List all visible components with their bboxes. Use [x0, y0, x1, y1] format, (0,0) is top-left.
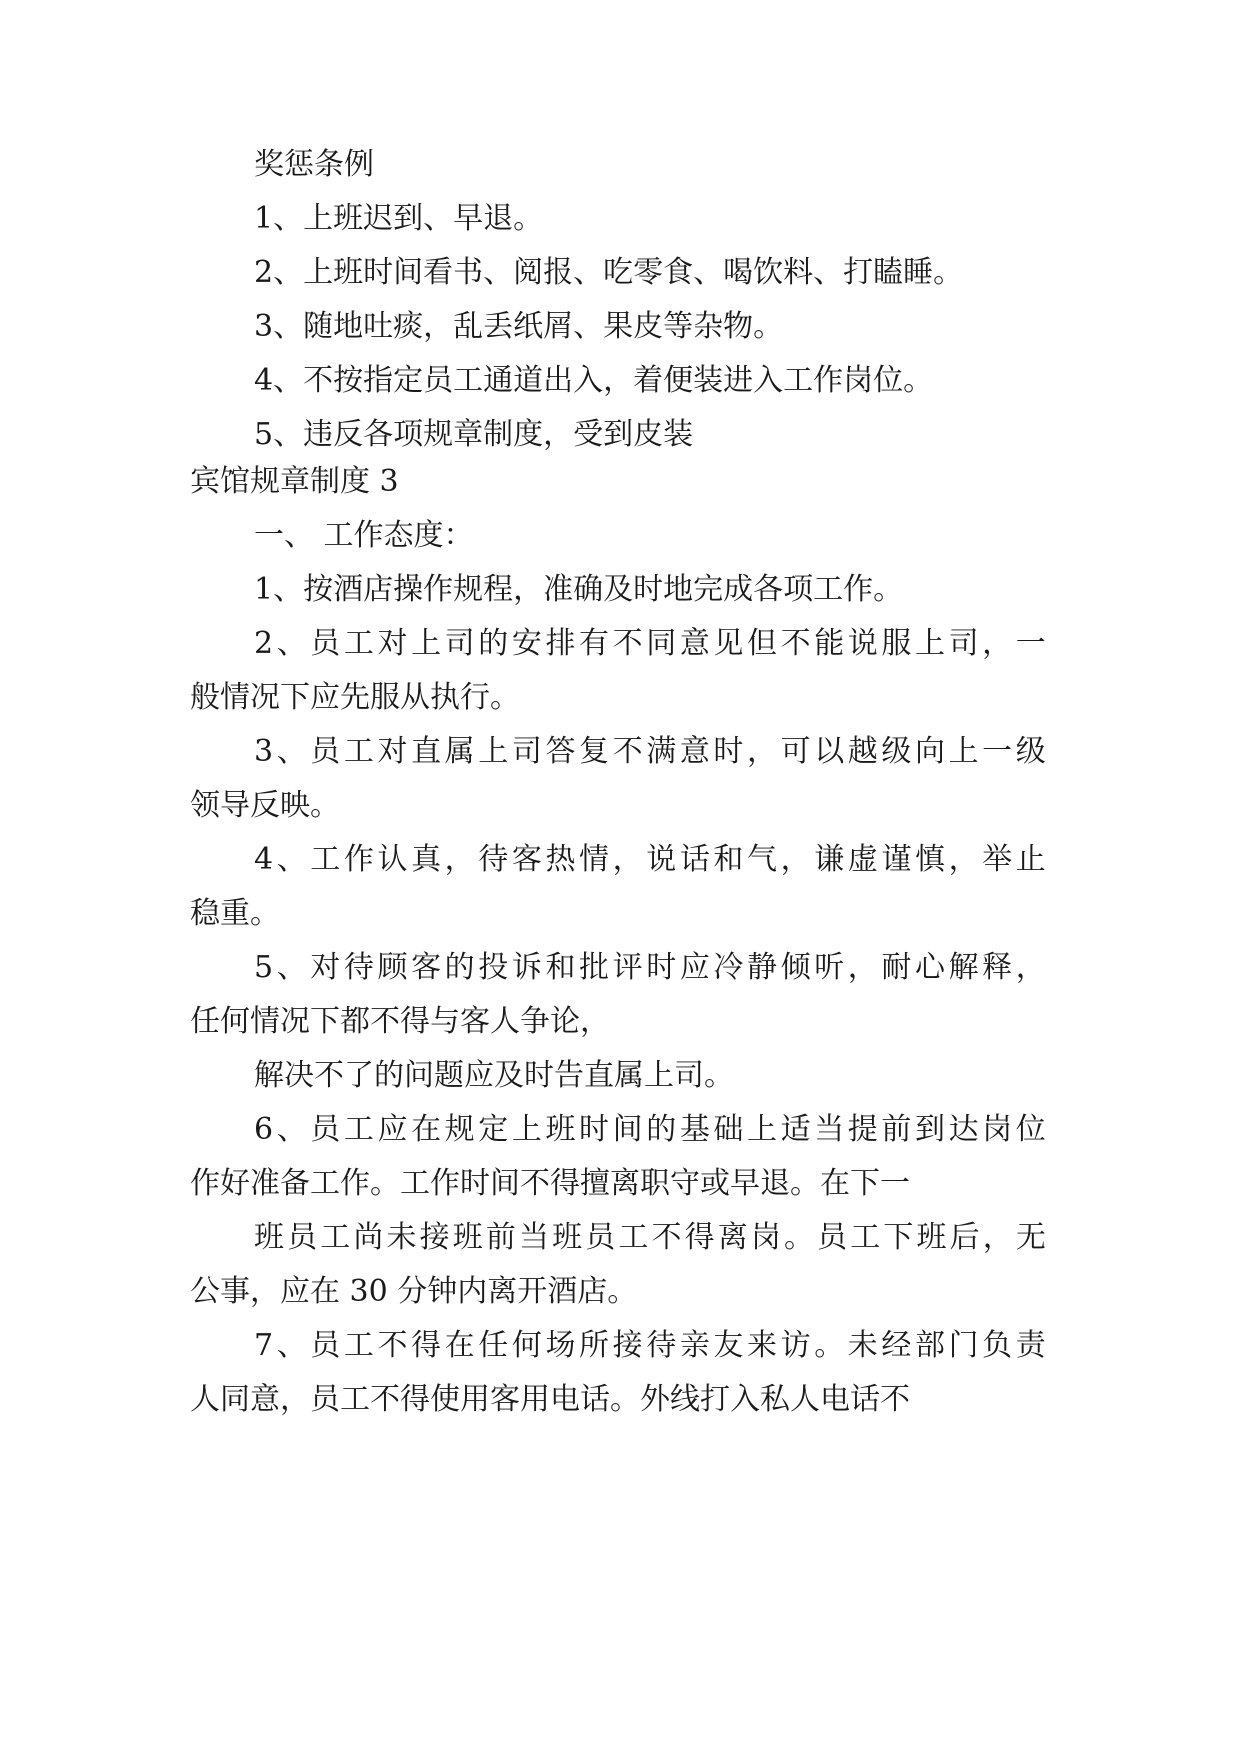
glyph: 班	[916, 1220, 947, 1255]
glyph: 上	[511, 1112, 542, 1147]
glyph: ，	[948, 842, 979, 877]
glyph: 来	[747, 1328, 777, 1363]
glyph: 7	[254, 1328, 274, 1363]
glyph: 部	[914, 1328, 945, 1363]
glyph: 司	[948, 626, 979, 661]
glyph: 说	[646, 842, 677, 877]
glyph: 真	[411, 842, 442, 877]
glyph: 时	[579, 1112, 610, 1147]
glyph: 岗	[750, 1220, 781, 1255]
glyph: 耐	[881, 950, 912, 985]
paragraph-line: 公事，应在 30 分钟内离开酒店。	[190, 1274, 638, 1309]
glyph: 一	[982, 734, 1013, 769]
glyph: 情	[579, 842, 610, 877]
glyph: 、	[276, 1328, 307, 1363]
glyph: 级	[881, 734, 912, 769]
glyph: 2	[254, 626, 274, 661]
glyph: 6	[254, 1112, 274, 1147]
glyph: 时	[713, 734, 744, 769]
glyph: 接	[419, 1220, 450, 1255]
glyph: ，	[780, 842, 811, 877]
glyph: 员	[310, 1112, 341, 1147]
glyph: 和	[713, 842, 744, 877]
glyph: 提	[847, 1112, 878, 1147]
glyph: 无	[1015, 1220, 1046, 1255]
glyph: 意	[679, 734, 710, 769]
glyph: 评	[612, 950, 643, 985]
glyph: 。	[784, 1220, 814, 1255]
glyph: 和	[545, 950, 576, 985]
glyph: 工	[850, 1220, 881, 1255]
paragraph-line	[254, 624, 1046, 664]
glyph: 满	[646, 734, 677, 769]
glyph: 达	[948, 1112, 979, 1147]
rule-item-5: 5、违反各项规章制度，受到皮装	[254, 417, 694, 452]
glyph: 慎	[914, 842, 945, 877]
glyph: 谦	[814, 842, 845, 877]
glyph: 待	[646, 1328, 677, 1363]
paragraph-line	[254, 840, 1046, 880]
glyph: 员	[817, 1220, 848, 1255]
glyph: 工	[618, 1220, 649, 1255]
glyph: 前	[881, 1112, 912, 1147]
glyph: 作	[343, 842, 374, 877]
glyph: 得	[684, 1220, 715, 1255]
glyph: 所	[579, 1328, 610, 1363]
glyph: ，	[1015, 950, 1046, 985]
glyph: 员	[310, 734, 341, 769]
glyph: 上	[747, 1112, 777, 1147]
glyph: 4	[254, 842, 274, 877]
glyph: 见	[713, 626, 744, 661]
glyph: 直	[411, 734, 442, 769]
glyph: 、	[276, 626, 307, 661]
glyph: 复	[579, 734, 610, 769]
glyph: 班	[452, 1220, 483, 1255]
glyph: 员	[310, 1328, 341, 1363]
glyph: 场	[545, 1328, 576, 1363]
glyph: 规	[444, 1112, 475, 1147]
glyph: 待	[478, 842, 509, 877]
glyph: 诉	[511, 950, 542, 985]
glyph: 同	[646, 626, 677, 661]
glyph: 服	[881, 626, 912, 661]
glyph: 、	[276, 1112, 307, 1147]
glyph: 上	[478, 734, 509, 769]
glyph: 工	[343, 626, 374, 661]
glyph: 的	[646, 1112, 677, 1147]
glyph: 基	[679, 1112, 710, 1147]
glyph: 前	[485, 1220, 516, 1255]
glyph: 答	[545, 734, 576, 769]
glyph: 访	[780, 1328, 811, 1363]
glyph: 能	[814, 626, 845, 661]
glyph: 不	[377, 1328, 408, 1363]
glyph: 待	[343, 950, 374, 985]
glyph: 责	[1015, 1328, 1046, 1363]
glyph: 向	[914, 734, 945, 769]
paragraph-line	[254, 1326, 1046, 1366]
glyph: 冷	[713, 950, 744, 985]
glyph: 未	[847, 1328, 878, 1363]
glyph: 的	[444, 950, 475, 985]
glyph: 对	[377, 734, 408, 769]
glyph: 员	[287, 1220, 318, 1255]
glyph: 静	[747, 950, 777, 985]
glyph: ，	[747, 734, 777, 769]
glyph: 投	[478, 950, 509, 985]
paragraph-line	[254, 1110, 1046, 1150]
glyph: 举	[982, 842, 1013, 877]
rule-item-4: 4、不按指定员工通道出入，着便装进入工作岗位。	[254, 363, 934, 398]
glyph: 工	[320, 1220, 351, 1255]
glyph: 位	[1015, 1112, 1046, 1147]
glyph: 的	[478, 626, 509, 661]
glyph: 离	[717, 1220, 748, 1255]
glyph: 岗	[982, 1112, 1013, 1147]
glyph: 何	[511, 1328, 542, 1363]
glyph: 尚	[353, 1220, 384, 1255]
glyph: 释	[982, 950, 1013, 985]
subsection-heading: 一、 工作态度：	[254, 518, 474, 553]
glyph: 越	[847, 734, 878, 769]
glyph: 倾	[780, 950, 811, 985]
glyph: 在	[444, 1328, 475, 1363]
glyph: 工	[343, 734, 374, 769]
glyph: 上	[411, 626, 442, 661]
glyph: 。	[814, 1328, 845, 1363]
rule-item-2: 2、上班时间看书、阅报、吃零食、喝饮料、打瞌睡。	[254, 255, 964, 290]
glyph: 友	[713, 1328, 744, 1363]
glyph: ，	[444, 842, 475, 877]
glyph: ，	[982, 626, 1013, 661]
glyph: 班	[254, 1220, 284, 1255]
glyph: 意	[679, 626, 710, 661]
glyph: 安	[511, 626, 542, 661]
glyph: 司	[444, 626, 475, 661]
paragraph-line: 人同意，员工不得使用客用电话。外线打入私人电话不	[190, 1382, 910, 1417]
glyph: 员	[310, 626, 341, 661]
paragraph-line: 作好准备工作。工作时间不得擅离职守或早退。在下一	[190, 1166, 910, 1201]
glyph: 在	[411, 1112, 442, 1147]
document-heading: 宾馆规章制度 3	[190, 464, 399, 499]
glyph: 、	[276, 734, 307, 769]
glyph: 间	[612, 1112, 643, 1147]
glyph: 顾	[377, 950, 408, 985]
glyph: 任	[478, 1328, 509, 1363]
glyph: 止	[1015, 842, 1046, 877]
rule-item-1: 1、上班迟到、早退。	[254, 201, 544, 236]
glyph: 说	[847, 626, 878, 661]
glyph: 础	[713, 1112, 744, 1147]
glyph: 后	[949, 1220, 980, 1255]
paragraph-line: 般情况下应先服从执行。	[190, 680, 520, 715]
glyph: 应	[377, 1112, 408, 1147]
glyph: 热	[545, 842, 576, 877]
glyph: 3	[254, 734, 274, 769]
glyph: 员	[585, 1220, 616, 1255]
glyph: 批	[579, 950, 610, 985]
paragraph-line: 1、按酒店操作规程，准确及时地完成各项工作。	[254, 572, 904, 607]
glyph: 班	[552, 1220, 583, 1255]
glyph: 不	[612, 734, 643, 769]
paragraph-line: 领导反映。	[190, 788, 340, 823]
glyph: 以	[814, 734, 845, 769]
glyph: 认	[377, 842, 408, 877]
paragraph-line	[254, 1218, 1046, 1258]
glyph: 到	[914, 1112, 945, 1147]
glyph: 得	[411, 1328, 442, 1363]
glyph: 属	[444, 734, 475, 769]
glyph: 客	[511, 842, 542, 877]
paragraph-line	[254, 732, 1046, 772]
glyph: ，	[982, 1220, 1013, 1255]
glyph: 有	[579, 626, 610, 661]
glyph: 、	[276, 950, 307, 985]
glyph: 工	[343, 1328, 374, 1363]
glyph: 谨	[881, 842, 912, 877]
rule-item-3: 3、随地吐痰，乱丢纸屑、果皮等杂物。	[254, 309, 784, 344]
glyph: 级	[1015, 734, 1046, 769]
paragraph-line: 稳重。	[190, 896, 280, 931]
glyph: 上	[914, 626, 945, 661]
glyph: 适	[780, 1112, 811, 1147]
glyph: 当	[814, 1112, 845, 1147]
glyph: 应	[679, 950, 710, 985]
glyph: 未	[386, 1220, 417, 1255]
glyph: 上	[948, 734, 979, 769]
glyph: 对	[310, 950, 341, 985]
glyph: 解	[948, 950, 979, 985]
glyph: 听	[814, 950, 845, 985]
glyph: 虚	[847, 842, 878, 877]
glyph: 排	[545, 626, 576, 661]
glyph: 5	[254, 950, 274, 985]
glyph: 话	[679, 842, 710, 877]
section-title: 奖惩条例	[254, 147, 374, 182]
glyph: 司	[511, 734, 542, 769]
glyph: 不	[780, 626, 811, 661]
glyph: 时	[646, 950, 677, 985]
glyph: 可	[780, 734, 811, 769]
glyph: 一	[1015, 626, 1046, 661]
glyph: 负	[982, 1328, 1013, 1363]
paragraph-line	[254, 948, 1046, 988]
paragraph-line: 解决不了的问题应及时告直属上司。	[254, 1058, 734, 1093]
glyph: 不	[612, 626, 643, 661]
glyph: 门	[948, 1328, 979, 1363]
glyph: 气	[747, 842, 777, 877]
glyph: 但	[747, 626, 777, 661]
glyph: 不	[651, 1220, 682, 1255]
glyph: 工	[310, 842, 341, 877]
glyph: ，	[612, 842, 643, 877]
glyph: 对	[377, 626, 408, 661]
glyph: 、	[276, 842, 307, 877]
glyph: 定	[478, 1112, 509, 1147]
glyph: 心	[914, 950, 945, 985]
glyph: 下	[883, 1220, 914, 1255]
glyph: 经	[881, 1328, 912, 1363]
glyph: 班	[545, 1112, 576, 1147]
glyph: 亲	[679, 1328, 710, 1363]
glyph: 接	[612, 1328, 643, 1363]
glyph: ，	[847, 950, 878, 985]
glyph: 工	[343, 1112, 374, 1147]
paragraph-line: 任何情况下都不得与客人争论，	[190, 1004, 610, 1039]
glyph: 客	[411, 950, 442, 985]
glyph: 当	[519, 1220, 549, 1255]
